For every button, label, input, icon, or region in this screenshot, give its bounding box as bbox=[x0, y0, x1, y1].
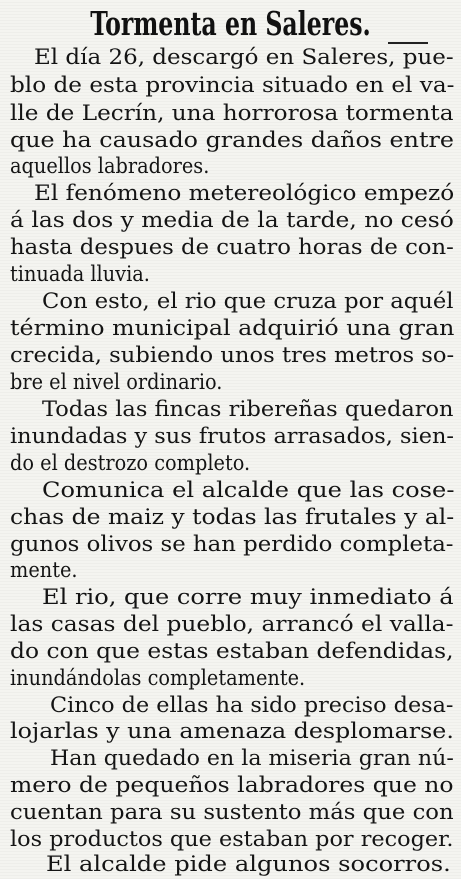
article-line: Comunica el alcalde que las cose- bbox=[42, 478, 455, 502]
article-line: cuentan para su sustento más que con bbox=[10, 800, 454, 824]
article-line: inundadas y sus frutos arrasados, sien- bbox=[10, 424, 455, 448]
article-line: lojarlas y una amenaza desplomarse. bbox=[10, 719, 454, 743]
article-line: crecida, subiendo unos tres metros so- bbox=[10, 343, 455, 367]
article-line: mente. bbox=[10, 558, 78, 582]
article-line: Con esto, el rio que cruza por aquél bbox=[42, 289, 454, 313]
article-line: do con que estas estaban defendidas, bbox=[10, 639, 454, 663]
article-line: inundándolas completamente. bbox=[10, 666, 306, 690]
article-line: que ha causado grandes daños entre bbox=[10, 128, 454, 152]
article-line: tinuada lluvia. bbox=[10, 262, 150, 286]
article-line: El rio, que corre muy inmediato á bbox=[42, 585, 454, 609]
article-line: El alcalde pide algunos socorros. bbox=[46, 852, 451, 876]
article-headline: Tormenta en Saleres. bbox=[90, 4, 371, 43]
article-line: las casas del pueblo, arrancó el valla- bbox=[10, 612, 454, 636]
article-line: Cinco de ellas ha sido preciso desa- bbox=[50, 693, 454, 717]
article-line: lle de Lecrín, una horrorosa tormenta bbox=[10, 101, 454, 125]
article-line: término municipal adquirió una gran bbox=[10, 316, 455, 340]
article-line: hasta despues de cuatro horas de con- bbox=[10, 235, 454, 259]
article-line: aquellos labradores. bbox=[10, 154, 210, 178]
article-line: los productos que estaban por recoger. bbox=[10, 827, 454, 851]
article-line: chas de maiz y todas las frutales y al- bbox=[10, 505, 455, 529]
article-line: gunos olivos se han perdido completa- bbox=[10, 532, 454, 556]
article-line: El fenómeno metereológico empezó bbox=[34, 181, 455, 205]
article-line: Todas las fincas ribereñas quedaron bbox=[42, 397, 454, 421]
article-line: á las dos y media de la tarde, no cesó bbox=[10, 208, 454, 232]
article-line: Han quedado en la miseria gran nú- bbox=[50, 746, 454, 770]
article-line: do el destrozo completo. bbox=[10, 451, 251, 475]
article-line: El día 26, descargó en Saleres, pue- bbox=[34, 45, 454, 69]
article-line: blo de esta provincia situado en el va- bbox=[10, 73, 455, 97]
article-line: bre el nivel ordinario. bbox=[10, 370, 223, 394]
article-line: mero de pequeños labradores que no bbox=[10, 773, 454, 797]
